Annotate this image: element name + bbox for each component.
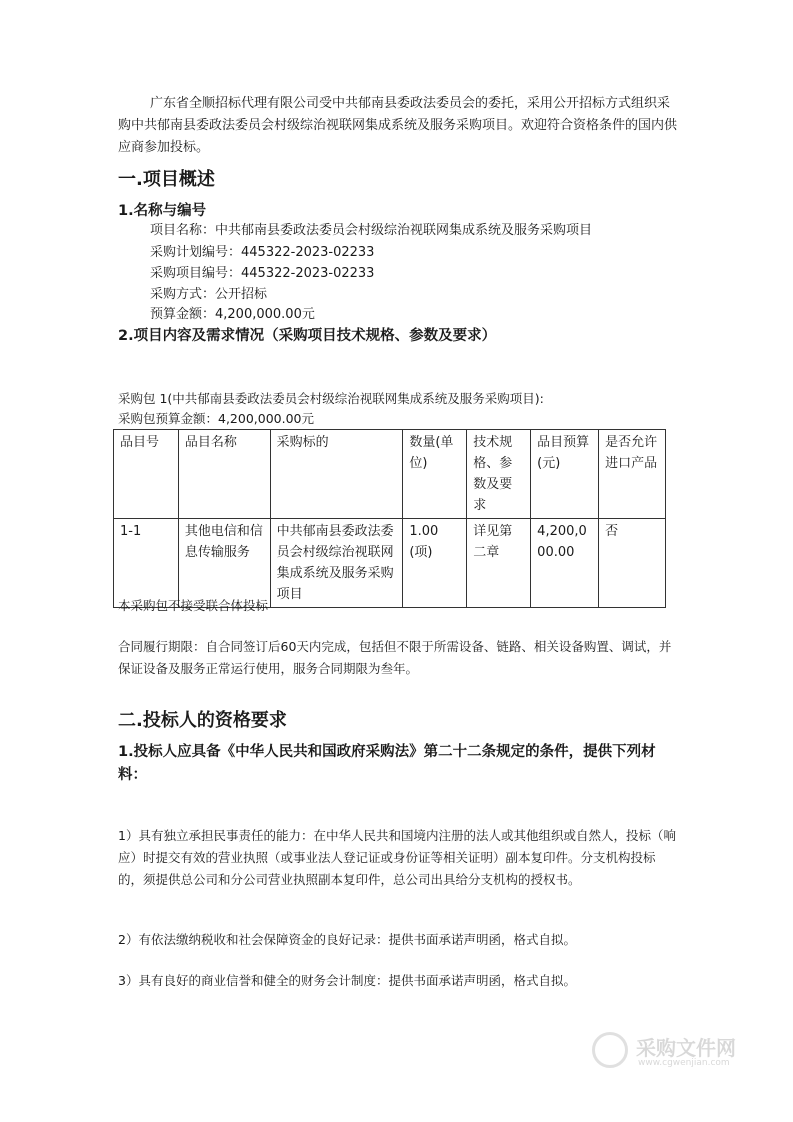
header-cell: 品目预算(元) (531, 430, 599, 519)
project-number: 采购项目编号：445322-2023-02233 (150, 266, 375, 281)
subsection-1-1-title: 1.名称与编号 (118, 203, 207, 219)
table-row (114, 519, 666, 608)
section-2-title: 二.投标人的资格要求 (118, 710, 287, 731)
package-budget: 采购包预算金额：4,200,000.00元 (118, 411, 314, 426)
header-cell: 是否允许进口产品 (599, 430, 666, 519)
header-cell: 品目号 (114, 430, 179, 519)
requirement-item-1: 1）具有独立承担民事责任的能力：在中华人民共和国境内注册的法人或其他组织或自然人，投标（响应）时提交有效的营业执照（或事业法人登记证或身份证等相关证明）副本复印件。分支机构投标的，须提供总公司和分公司营业执照副本复印件，总公司出具给分支机构的授权书。 (118, 828, 676, 887)
section-1-title: 一.项目概述 (118, 169, 215, 190)
header-cell: 技术规格、参数及要求 (467, 430, 531, 519)
budget-amount: 预算金额：4,200,000.00元 (150, 307, 315, 322)
table-header-row (114, 430, 666, 519)
requirement-item-3: 3）具有良好的商业信誉和健全的财务会计制度：提供书面承诺声明函，格式自拟。 (118, 973, 576, 988)
table-cell: 4,200,000.00 (531, 519, 599, 608)
plan-number: 采购计划编号：445322-2023-02233 (150, 245, 375, 260)
consortium-note: 本采购包不接受联合体投标 (118, 598, 269, 613)
items-table (113, 429, 666, 608)
requirement-item-2: 2）有依法缴纳税收和社会保障资金的良好记录：提供书面承诺声明函，格式自拟。 (118, 932, 576, 947)
intro-paragraph: 广东省全顺招标代理有限公司受中共郁南县委政法委员会的委托，采用公开招标方式组织采购中共郁南县委政法委员会村级综治视联网集成系统及服务采购项目。欢迎符合资格条件的国内供应商参加投标。 (118, 96, 678, 155)
package-title: 采购包 1(中共郁南县委政法委员会村级综治视联网集成系统及服务采购项目): (118, 391, 544, 406)
header-cell: 数量(单位) (403, 430, 467, 519)
watermark-url: www.cgwenjian.com (638, 1058, 730, 1068)
table-cell: 否 (599, 519, 666, 608)
subsection-1-2-title: 2.项目内容及需求情况（采购项目技术规格、参数及要求） (118, 328, 497, 344)
table-cell: 详见第二章 (467, 519, 531, 608)
table-cell: 其他电信和信息传输服务 (178, 519, 270, 608)
procurement-method: 采购方式：公开招标 (150, 287, 268, 302)
header-cell: 采购标的 (270, 430, 403, 519)
watermark-logo (592, 1028, 752, 1074)
project-name: 项目名称：中共郁南县委政法委员会村级综治视联网集成系统及服务采购项目 (150, 223, 593, 238)
subsection-2-1-title: 1.投标人应具备《中华人民共和国政府采购法》第二十二条规定的条件，提供下列材料： (118, 744, 656, 783)
watermark-name: 采购文件网 (636, 1036, 736, 1060)
watermark-icon (592, 1032, 628, 1068)
contract-period: 合同履行期限：自合同签订后60天内完成，包括但不限于所需设备、链路、相关设备购置、调试，并保证设备及服务正常运行使用，服务合同期限为叁年。 (118, 639, 672, 676)
table-cell: 1-1 (114, 519, 179, 608)
header-cell: 品目名称 (178, 430, 270, 519)
table-cell: 1.00(项) (403, 519, 467, 608)
table-cell: 中共郁南县委政法委员会村级综治视联网集成系统及服务采购项目 (270, 519, 403, 608)
